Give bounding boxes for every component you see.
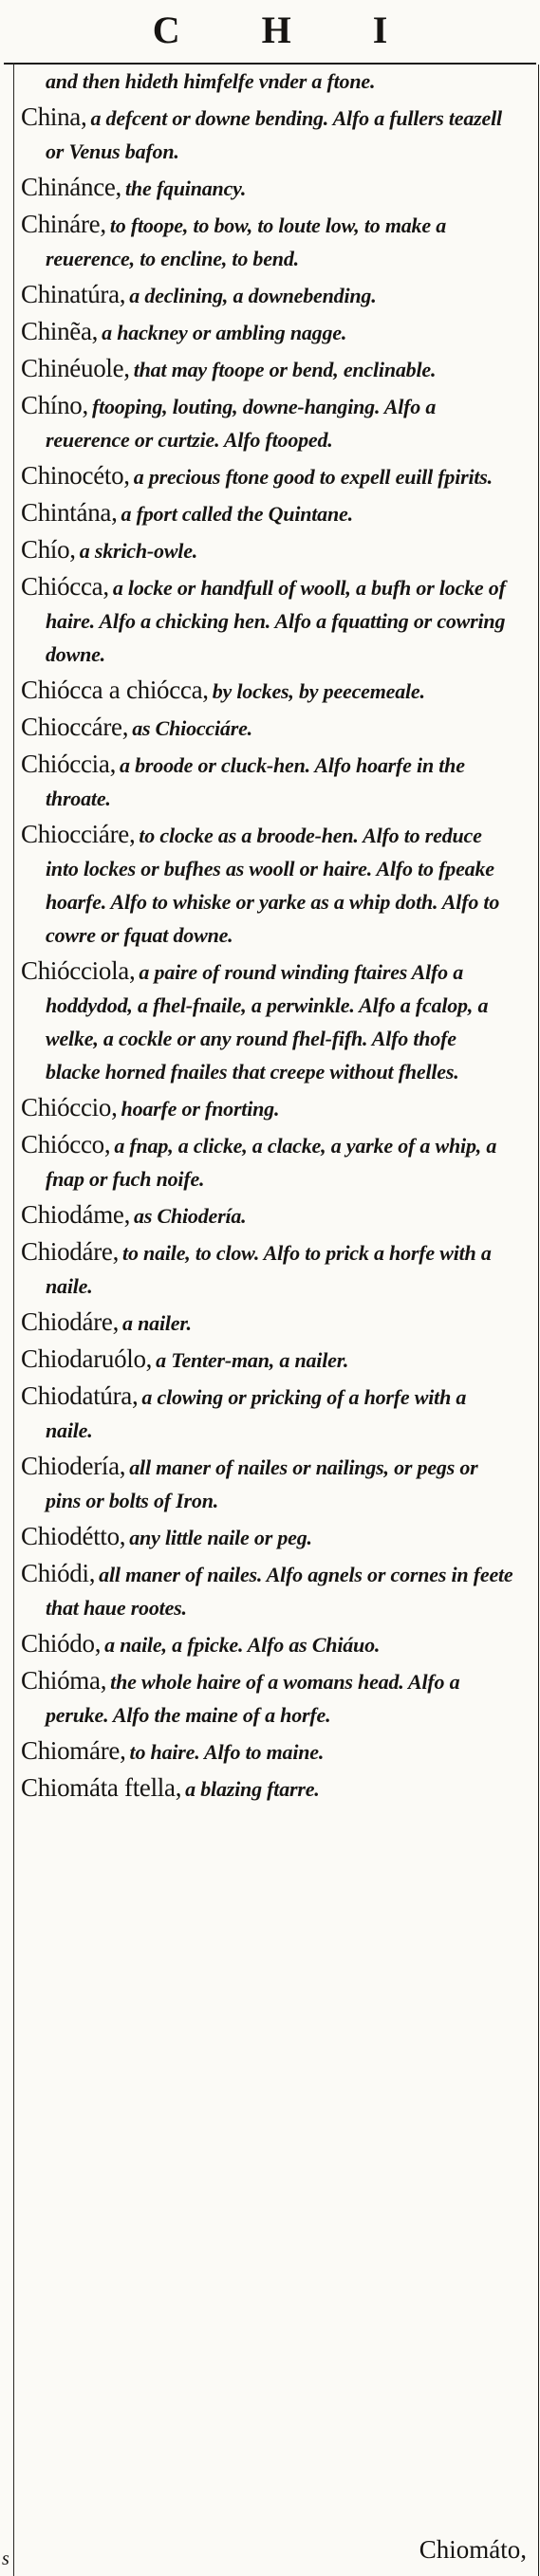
entry-definition: a broode or cluck-hen. Alfo hoarfe in the throate.: [46, 753, 465, 810]
dictionary-entry: [21, 1344, 514, 1379]
entry-definition: a fnap, a clicke, a clacke, a yarke of a whip, a fnap or fuch noife.: [46, 1134, 497, 1191]
entry-headword: Chíno,: [21, 391, 88, 419]
dictionary-entry: [21, 1199, 514, 1234]
dictionary-entry: [21, 712, 514, 747]
entry-headword: Chío,: [21, 535, 76, 564]
entry-headword: Chinatúra,: [21, 280, 126, 308]
entry-headword: Chioccáre,: [21, 713, 129, 741]
dictionary-entry: [21, 955, 514, 1090]
gutter-fragment: s: [2, 2548, 9, 2569]
entry-headword: Chiomáre,: [21, 1736, 126, 1765]
entry-definition: a Tenter-man, a nailer.: [156, 1348, 349, 1372]
dictionary-entry: [21, 353, 514, 388]
entry-definition: ftooping, louting, downe-hanging. Alfo a reuerence or curtzie. Alfo ftooped.: [46, 395, 437, 452]
running-head: C H I: [152, 9, 424, 51]
entry-definition: a skrich-owle.: [79, 539, 198, 563]
dictionary-entry: [21, 819, 514, 954]
catchword: Chiomáto,: [419, 2535, 527, 2564]
entry-headword: Chióccia,: [21, 750, 117, 778]
dictionary-entry: [21, 172, 514, 207]
entry-definition: hoarfe or fnorting.: [121, 1097, 280, 1121]
entry-definition: as Chiodería.: [134, 1204, 247, 1228]
page-header: [0, 0, 540, 66]
entry-definition: a clowing or pricking of a horfe with a naile.: [46, 1385, 467, 1442]
entry-headword: Chiócco,: [21, 1130, 111, 1158]
entry-headword: Chiócciola,: [21, 956, 136, 985]
entry-definition: as Chiocciáre.: [132, 716, 252, 740]
entry-definition: a naile, a fpicke. Alfo as Chiáuo.: [104, 1633, 381, 1657]
entry-headword: Chinánce,: [21, 173, 122, 201]
dictionary-entry: [21, 1735, 514, 1770]
entry-headword: Chióma,: [21, 1666, 107, 1695]
entry-definition: a fport called the Quintane.: [121, 502, 353, 526]
entry-definition: to ftoope, to bow, to loute low, to make a reuerence, to encline, to bend.: [46, 213, 447, 270]
entry-headword: Chiodatúra,: [21, 1381, 139, 1410]
dictionary-entry: [21, 1307, 514, 1342]
entry-headword: Chinocéto,: [21, 461, 130, 490]
entry-headword: Chiódo,: [21, 1629, 102, 1658]
entry-definition: the whole haire of a womans head. Alfo a peruke. Alfo the maine of a horfe.: [46, 1670, 460, 1727]
dictionary-entry: [21, 1381, 514, 1449]
entry-definition: by lockes, by peecemeale.: [212, 679, 425, 703]
entry-list: [21, 66, 514, 1809]
entry-headword: China,: [21, 102, 87, 131]
dictionary-entry: [21, 1236, 514, 1305]
dictionary-entry: [21, 279, 514, 314]
entry-headword: Chintána,: [21, 498, 118, 527]
dictionary-entry: [21, 571, 514, 673]
entry-definition: a precious ftone good to expell euill fpirits.: [133, 465, 493, 489]
dictionary-entry: [21, 675, 514, 710]
dictionary-entry: [21, 1521, 514, 1556]
entry-headword: Chiodaruólo,: [21, 1344, 153, 1373]
entry-headword: Chiodería,: [21, 1452, 126, 1480]
entry-definition: all maner of nailes. Alfo agnels or cornes in feete that haue rootes.: [46, 1563, 513, 1620]
entry-headword: Chiócca,: [21, 572, 109, 601]
entry-definition: a declining, a downebending.: [129, 284, 377, 307]
entry-definition: that may ftoope or bend, enclinable.: [133, 358, 437, 381]
entry-definition: to haire. Alfo to maine.: [129, 1740, 325, 1764]
dictionary-entry: [21, 1772, 514, 1807]
entry-definition: a blazing ftarre.: [185, 1777, 320, 1801]
entry-headword: Chiodáre,: [21, 1307, 120, 1336]
right-rule: [538, 65, 539, 2576]
entry-headword: Chiodáre,: [21, 1237, 120, 1266]
dictionary-entry: [21, 1129, 514, 1197]
entry-definition: a hackney or ambling nagge.: [102, 321, 347, 344]
entry-definition: a locke or handfull of wooll, a bufh or locke of haire. Alfo a chicking hen. Alfo a fquatting or cowring downe.: [46, 576, 506, 666]
entry-headword: Chiomáta ftella,: [21, 1773, 182, 1802]
entry-definition: the fquinancy.: [125, 176, 247, 200]
dictionary-entry: [21, 209, 514, 277]
dictionary-entry: [21, 534, 514, 569]
entry-definition: and then hideth himfelfe vnder a ftone.: [46, 69, 376, 93]
entry-definition: all maner of nailes or nailings, or pegs or pins or bolts of Iron.: [46, 1455, 478, 1512]
entry-headword: Chiocciáre,: [21, 820, 136, 848]
entry-headword: Chináre,: [21, 210, 106, 238]
dictionary-entry: [21, 1451, 514, 1519]
entry-definition: a paire of round winding ftaires Alfo a hoddydod, a fhel-fnaile, a perwinkle. Alfo a fcalop, a welke, a cockle or any round fhel-fifh. Alfo thofe blacke horned fnailes that creepe without fhelles.: [46, 960, 489, 1084]
dictionary-entry: [21, 749, 514, 817]
entry-definition: to clocke as a broode-hen. Alfo to reduce into lockes or bufhes as wooll or haire. Alfo to fpeake hoarfe. Alfo to whiske or yarke as a whip doth. Alfo to cowre or fquat downe.: [46, 824, 500, 947]
entry-headword: Chióccio,: [21, 1093, 118, 1121]
dictionary-entry: [21, 390, 514, 458]
entry-headword: Chinẽa,: [21, 317, 99, 345]
entry-headword: Chiodétto,: [21, 1522, 126, 1550]
dictionary-entry: [21, 1558, 514, 1626]
dictionary-entry: [21, 66, 514, 100]
dictionary-entry: [21, 1665, 514, 1733]
entry-definition: a defcent or downe bending. Alfo a fullers teazell or Venus bafon.: [46, 106, 502, 163]
entry-headword: Chiodáme,: [21, 1200, 131, 1229]
entry-headword: Chiódi,: [21, 1559, 96, 1587]
entry-definition: a nailer.: [122, 1311, 192, 1335]
dictionary-entry: [21, 497, 514, 532]
dictionary-entry: [21, 102, 514, 170]
dictionary-entry: [21, 316, 514, 351]
entry-headword: Chinéuole,: [21, 354, 130, 382]
dictionary-entry: [21, 460, 514, 495]
entry-definition: to naile, to clow. Alfo to prick a horfe with a naile.: [46, 1241, 492, 1298]
dictionary-entry: [21, 1628, 514, 1663]
dictionary-entry: [21, 1092, 514, 1127]
entry-headword: Chiócca a chiócca,: [21, 676, 209, 704]
entry-definition: any little naile or peg.: [129, 1526, 312, 1549]
